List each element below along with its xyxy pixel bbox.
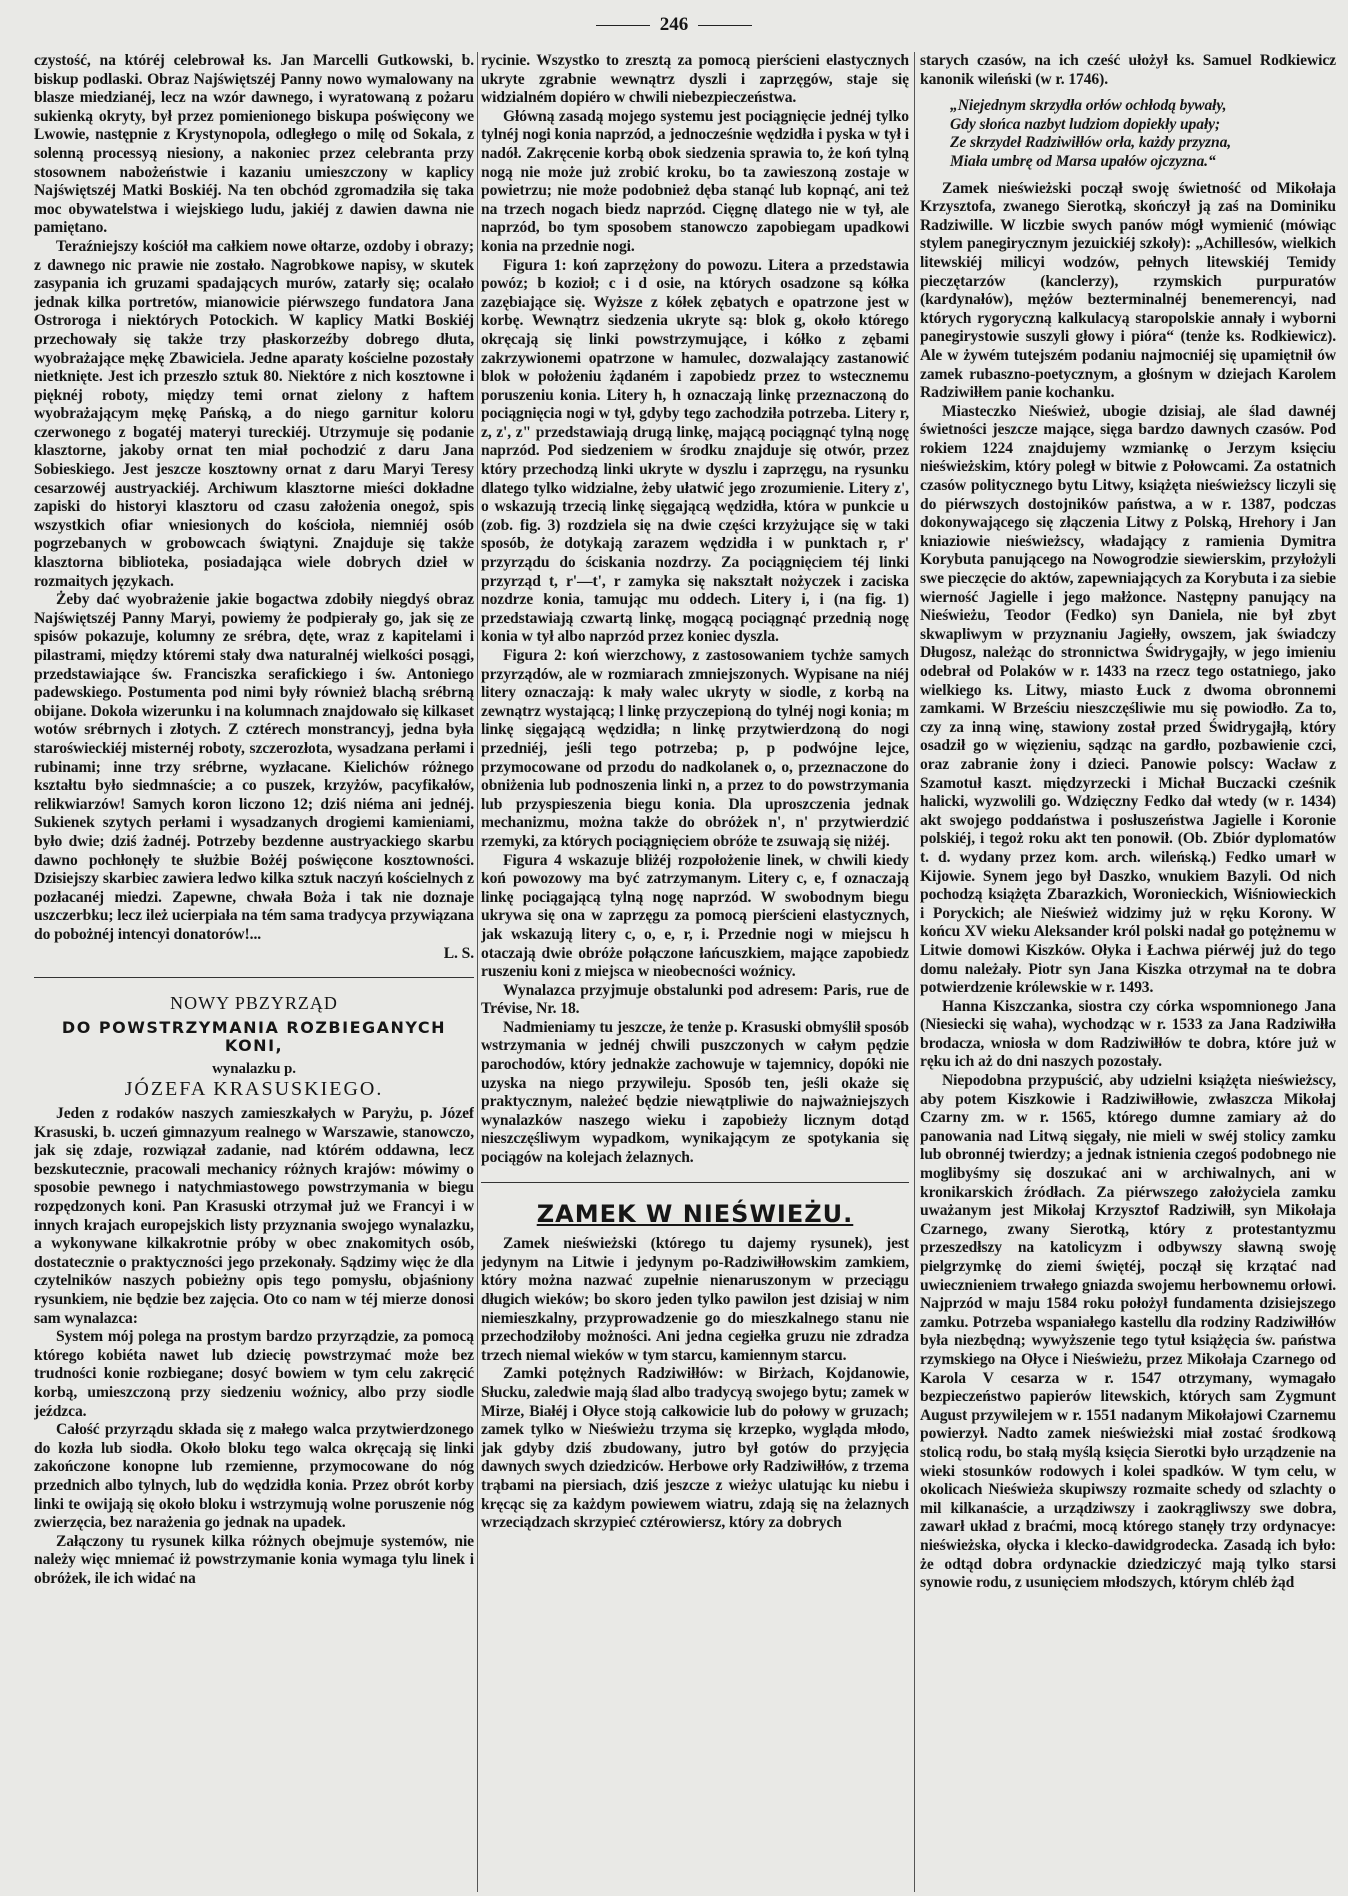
- paragraph: Zamek nieświeżski począł swoję świetność od Mikołaja Krzysztofa, zwanego Sierotką, skończył ją zaś na Dominiku Radziwille. W liczbie swych panów mógł wymienić (mówiąc stylem panegirycznym jezuickiéj szkoły): „Achillesów, wielkich litewskiéj milicyi wodzów, pełnych litewskiéj Temidy pieczętarzów (kanclerzy), rzymskich purpuratów (kardynałów), mężów bezterminalnéj benemerencyi, nad których rygoryczną kalkulacyą staropolskie annały i wyborni panegirystowie suszyli głowy i pióra“ (tenże ks. Rodkiewicz). Ale w żywém tutejszém podaniu najmocniéj się upamiętnił ów zamek rubaszno-poetycznym, a głośnym w dziejach Karolem Radziwiłłem panie kochanku.: [920, 179, 1336, 402]
- column-divider: [477, 52, 478, 1892]
- paragraph: czystość, na któréj celebrował ks. Jan Marcelli Gutkowski, b. biskup podlaski. Obraz Najświętszéj Panny nowo wymalowany na blasze miedzianéj, lecz na wzór dawnego, i wyratowaną z pożaru sukienką okryty, był przez pomienionego biskupa poświęcony we Lwowie, następnie z Krystynopola, odległego o milę od Sokala, z solenną processyą niesiony, a nakoniec przez celebranta przy stosownem nabożeństwie i kazaniu umieszczony w kaplicy Najświętszéj Matki Boskiéj. Na ten obchód zgromadziła się taka moc obywatelstwa i wiejskiego ludu, jakiéj z dawien dawna nie pamiętano.: [34, 52, 474, 237]
- paragraph: Figura 2: koń wierzchowy, z zastosowaniem tychże samych przyrządów, ale w rozmiarach zmniejszonych. Wypisane na niéj litery oznaczają: k mały walec ukryty w siodle, z korbą na zewnątrz wystającą; l linkę przyczepioną do tylnéj nogi konia; m linkę sięgającą wędzidła; n linkę przytwierdzoną do nogi przedniéj, jeśli tego potrzeba; p, p podwójne lejce, przymocowane od przodu do nadkolanek o, o, przeznaczone do obniżenia lub podnoszenia linki n, a przez to do powstrzymania lub przyspieszenia biegu konia. Dla uproszczenia jednak mechanizmu, można także do obróżek n', n' przytwierdzić rzemyki, za których pociągnięciem obróże te zsuwają się niżéj.: [481, 647, 909, 850]
- column-1: [34, 52, 474, 1892]
- poem-line: Ze skrzydeł Radziwiłłów orła, każdy przyzna,: [950, 134, 1232, 152]
- paragraph: Figura 1: koń zaprzężony do powozu. Litera a przedstawia powóz; b kozioł; c i d osie, na których osadzone są kółka zazębiające się. Wyższe z kółek zębatych e opatrzone jest w korbę. Wewnątrz siedzenia ukryte są: blok g, około którego okręcają się linki powstrzymujące, i kółko z zębami zakrzywionemi opatrzone w hamulec, dozwalający zastanowić blok w położeniu żądaném i zapobiedz przez to wstecznemu poruszeniu konia. Litery h, h oznaczają linkę przeznaczoną do pociągnięcia nogi w tył, gdyby tego zachodziła potrzeba. Litery r, z, z', z" przedstawiają drugą linkę, mającą pociągnąć tylną nogę naprzód. Pod siedzeniem w środku znajduje się otwór, przez który przechodzą linki ukryte w dyszlu i zaprzęgu, na rysunku dlatego tylko widzialne, żeby ułatwić jego zrozumienie. Litery z', o wskazują trzecią linkę sięgającą wędzidła, która w punkcie u (zob. fig. 3) rozdziela się na dwie części krzyżujące się w taki sposób, że dotykają zarazem wędzidła i w punktach r, r' przyrządu do ściskania nozdrzy. Za pociągnięciem téj linki przyrząd t, r'—t', r zamyka się nakształt nożyczek i zaciska nozdrze konia, tamując mu oddech. Litery i, i (na fig. 1) przedstawiają czwartą linkę, mogącą pociągnąć przednią nogę konia w tył albo naprzód przez koniec dyszla.: [481, 256, 909, 646]
- page-number: [0, 14, 1348, 36]
- article-title: ZAMEK W NIEŚWIEŻU.: [536, 1199, 854, 1228]
- divider: [596, 25, 650, 26]
- paragraph: Całość przyrządu składa się z małego walca przytwierdzonego do kozła lub siodła. Około bloku tego walca okręcają się linki zakończone konopne lub rzemienne, przymocowane do nóg przednich albo tylnych, lub do wędzidła konia. Przez obrót korby linki te owijają się około bloku i wstrzymują wolne poruszenie nóg zwierzęcia, bez narażenia go jednak na upadek.: [34, 1421, 474, 1532]
- article-title-line2: DO POWSTRZYMANIA ROZBIEGANYCH KONI,: [61, 1017, 447, 1056]
- page-number-text: 246: [659, 14, 689, 35]
- paragraph: Załączony tu rysunek kilka różnych obejmuje systemów, nie należy więc mniemać iż powstrzymanie konia wymaga tylu linek i obróżek, ile ich widać na: [34, 1532, 474, 1587]
- column-3: [920, 52, 1336, 1892]
- paragraph: System mój polega na prostym bardzo przyrządzie, za pomocą którego kobiéta nawet lub dziecię powstrzymać może bez trudności konie rozbiegane; dosyć bowiem w tym celu zakręcić korbą, umieszczoną przy siedzeniu woźnicy, albo przy siodle jeźdzca.: [34, 1328, 474, 1420]
- paragraph: Figura 4 wskazuje bliżéj rozpołożenie linek, w chwili kiedy koń powozowy ma być zatrzymanym. Litery c, e, f oznaczają linkę pociągającą tylną nogę naprzód. W swobodnym biegu ukrywa się ona w zaprzęgu za pomocą pierścieni elastycznych, jak wskazują litery c, o, e, r, i. Przednie nogi w miejscu h otaczają dwie obróże połączone łańcuszkiem, mające zapobiedz ruszeniu koni z miejsca w nieobecności woźnicy.: [481, 851, 909, 981]
- poem-line: Gdy słońca nazbyt ludziom dopiekły upały;: [950, 115, 1221, 133]
- article-separator: [481, 1182, 909, 1183]
- column-2: [481, 52, 909, 1892]
- paragraph: Główną zasadą mojego systemu jest pociągnięcie jednéj tylko tylnéj nogi konia naprzód, a jednocześnie wędzidła i pyska w tył i nadół. Zakręcenie korbą obok siedzenia sprawia to, że koń tylną nogą nie może już zrobić kroku, bo ta zawieszoną zostaje w powietrzu; nie może podobnież dęba stanąć lub kopnąć, ani też na trzech nogach biedz naprzód. Cięgnę dlatego nie w tył, ale naprzód, bo tym sposobem stanowczo zapobiegam upadkowi konia na przednie nogi.: [481, 107, 909, 255]
- paragraph: Zamek nieświeżski (którego tu dajemy rysunek), jest jedynym na Litwie i jedynym po-Radziwiłłowskim zamkiem, który można nazwać zupełnie nienaruszonym w przeciągu długich wieków; bo skoro jeden tylko pawilon jest dzisiaj w nim niemieszkalny, przyprowadzenie go do mieszkalnego stanu nie przechodziłoby możności. Ani jedna cegiełka gruzu nie zdradza trzech niemal wieków w tym starcu, kamiennym starcu.: [481, 1235, 909, 1364]
- poem-line: Miała umbrę od Marsa upałów ojczyzna.“: [950, 152, 1216, 170]
- article-byline: wynalazku p.: [212, 1060, 296, 1077]
- paragraph: starych czasów, na ich cześć ułożył ks. Samuel Rodkiewicz kanonik wileński (w r. 1746).: [920, 52, 1336, 88]
- article-title-line1: NOWY PBZYRZĄD: [170, 993, 338, 1014]
- paragraph: Hanna Kiszczanka, siostra czy córka wspomnionego Jana (Niesiecki się waha), wychodząc w r. 1533 za Jana Radziwiłła brodacza, wniosła w dom Radziwiłłów te dobra, które już w ręku ich aż do dni naszych pozostały.: [920, 997, 1336, 1071]
- article-separator: [34, 977, 474, 978]
- paragraph: Niepodobna przypuścić, aby udzielni książęta nieświeżscy, aby potem Kiszkowie i Radziwiłłowie, zwłaszcza Mikołaj Czarny zm. w r. 1565, którego dumne zamiary aż do panowania nad Litwą sięgały, nie mieli w swéj stolicy zamku lub obronnéj twierdzy; a jednak istnienia czegoś podobnego nie moglibyśmy się doszukać ani w archiwalnych, ani w kronikarskich źródłach. Za piérwszego założyciela zamku uważanym jest Mikołaj Krzysztof Radziwiłł, syn Mikołaja Czarnego, zwany Sierotką, który z protestantyzmu przeszedłszy na katolicyzm i odbywszy sławną swoję pielgrzymkę do ziemi świętéj, począł się krzątać nad uwiecznieniem trwałego gniazda swojemu herbownemu orłowi. Najprzód w maju 1584 roku położył fundamenta dzisiejszego zamku. Potrzeba wspaniałego kastellu dla rodziny Radziwiłłów była niezbędną; wywyższenie tego tytuł książęcia św. państwa rzymskiego na Ołyce i Nieświeżu, przez Mikołaja Czarnego od Karola V cesarza w r. 1547 otrzymany, wymagało bezpieczeństwo papierów litewskich, których sam Zygmunt August przywilejem w r. 1551 nadanym Mikołajowi Czarnemu powierzył. Nadto zamek nieświeżski miał zostać środkową stolicą rodu, bo stałą myślą księcia Sierotki było urządzenie na wieki stosunków rodowych i kolei spadków. W tym celu, w okolicach Nieświeża skupiwszy rozmaite schedy od szlachty o mil kilkanaście, a urządziwszy i zaokrągliwszy swe dobra, zawarł układ z braćmi, mocą którego stanęły trzy ordynacye: nieświeżska, ołycka i klecko-dawidgrodecka. Zasadą ich było: że odtąd dobra ordynackie dziedziczyć mają tylko starsi synowie rodu, z usunięciem młodszych, którym chléb żąd: [920, 1072, 1336, 1592]
- paragraph: Miasteczko Nieśwież, ubogie dzisiaj, ale ślad dawnéj świetności jeszcze mające, sięga bardzo dawnych czasów. Pod rokiem 1224 znajdujemy wzmiankę o Jerzym księciu nieświeżskim, który poległ w bitwie z Połowcami. Za ostatnich czasów politycznego bytu Litwy, książęta nieświeżscy liczyli się do piérwszych dostojników państwa, a w r. 1387, podczas dokonywającego się złączenia Litwy z Polską, Hrehory i Jan kniaziowie nieświeżscy, władający z ramienia Dymitra Korybuta panującego na Nowogrodzie siewierskim, przyłożyli swe pieczęcie do aktów, zapewniających za Korybuta i za siebie wierność Jagielle i jego małżonce. Następny panujący na Nieświeżu, Teodor (Fedko) syn Daniela, nie był zbyt skwapliwym w przyznaniu Jagiełły, owszem, jak świadczy Długosz, należąc do stronnictwa Świdrygajły, w jego imieniu odebrał od Polaków w r. 1433 na rzecz tego ostatniego, jako wielkiego ks. Litwy, miasto Łuck z dwoma obronnemi zamkami. W Brześciu nieszczęśliwie mu się powiodło. Za to, czy za inną winę, stawiony został przed Świdrygajłą, który osadził go w więzieniu, sądząc na gardło, pozbawienie czci, oraz zabranie żony i dzieci. Panowie polscy: Wacław z Szamotuł kaszt. międzyrzecki i Michał Buczacki cześnik halicki, wyzwolili go. Wdzięczny Fedko dał wtedy (w r. 1434) akt swojego poddaństwa i posłuszeństwa Jagielle i Koronie polskiéj, i tegoż roku akt ten ponowił. (Ob. Zbiór dyplomatów t. d. wydany przez kom. arch. wileńską.) Fedko umarł w Kijowie. Synem jego był Daszko, wnukiem Bazyli. Od nich pochodzą książęta Zbarazkich, Woronieckich, Wiśniowieckich i Poryckich; ale Nieśwież widzimy już w ręku Korony. W końcu XV wieku Aleksander król polski nadał go potężnemu w Litwie domowi Kiszków. Ołyka i Łachwa piérwéj już do tego domu należały. Piotr syn Jana Kiszka otrzymał na te dobra potwierdzenie królewskie w r. 1493.: [920, 402, 1336, 997]
- paragraph: Nadmieniamy tu jeszcze, że tenże p. Krasuski obmyślił sposób wstrzymania w jednéj chwili puszczonych w całym pędzie parochodów, który jednakże zachowuje w tajemnicy, dopóki nie uzyska na niego przywileju. Sposób ten, jeśli okaże się praktycznym, należeć będzie niewątpliwie do najważniejszych wynalazków naszego wieku i zapobieży licznym dotąd nieszczęśliwym wypadkom, wynikającym ze spotykania się pociągów na kolejach żelaznych.: [481, 1018, 909, 1167]
- column-divider: [914, 52, 915, 1892]
- paragraph: Żeby dać wyobrażenie jakie bogactwa zdobiły niegdyś obraz Najświętszéj Panny Maryi, powiemy że podpierały go, jak się ze spisów pokazuje, kolumny ze srébra, dęte, wraz z kapitelami i pilastrami, między któremi stały dwa naturalnéj wielkości posągi, przedstawiające św. Franciszka serafickiego i św. Antoniego padewskiego. Postumenta pod nimi były również blachą srébrną obijane. Dokoła wizerunku i na kolumnach znajdowało się kilkaset wotów srébrnych i złotych. Z cztérech monstrancyj, jedna była staroświeckiéj misternéj roboty, szczerozłota, wysadzana perłami i rubinami; inne trzy srébrne, wyzłacane. Kielichów różnego kształtu było siedmnaście; a co puszek, krzyżów, pacyfikałów, relikwiarzów! Samych koron liczono 12; dziś niéma ani jednéj. Sukienek szytych perłami i wysadzanych drogiemi kamieniami, było dwie; dziś żadnéj. Potrzeby bezdenne austryackiego skarbu dawno pochłonęły te służbie Bożéj poświęcone kosztowności. Dzisiejszy skarbiec zawiera ledwo kilka sztuk naczyń kościelnych z pozłacanéj miedzi. Zapewne, chwała Boża i tak nie doznaje uszczerbku; lecz ileż ucierpiała na tém sama tradycya przywiązana do pobożnéj intencyi donatorów!...: [34, 591, 474, 943]
- article-author: JÓZEFA KRASUSKIEGO.: [124, 1078, 384, 1101]
- paragraph: Jeden z rodaków naszych zamieszkałych w Paryżu, p. Józef Krasuski, b. uczeń gimnazyum realnego w Warszawie, stanowczo, jak się zdaje, rozwiązał zadanie, nad którém oddawna, lecz bezskutecznie, pracowali mechanicy różnych krajów: mówimy o sposobie pewnego i natychmiastowego powstrzymania w biegu rozpędzonych koni. Pan Krasuski otrzymał już we Francyi i w innych krajach europejskich listy przyznania swojego wynalazku, a wykonywane kilkakrotnie próby w obec znakomitych osób, dostatecznie o praktyczności jego przekonały. Sądzimy więc że dla czytelników naszych pobieżny opis tego pomysłu, objaśniony rysunkiem, nie będzie bez zajęcia. Oto co nam w téj mierze donosi sam wynalazca:: [34, 1105, 474, 1327]
- author-signature: L. S.: [443, 944, 474, 962]
- poem: [950, 97, 1336, 171]
- paragraph: Teraźniejszy kościół ma całkiem nowe ołtarze, ozdoby i obrazy; z dawnego nic prawie nie zostało. Nagrobkowe napisy, w skutek zasypania ich gruzami spadających murów, zatarły się; ocalało jednak kilka portretów, mianowicie piérwszego fundatora Jana Ostroroga i niektórych Potockich. W kaplicy Matki Boskiéj przechowały się także trzy płaskorzeźby dobrego dłuta, wyobrażające mękę Zbawiciela. Jedne aparaty kościelne pozostały nietknięte. Jest ich przeszło sztuk 80. Niektóre z nich kosztowne i pięknéj roboty, między temi ornat zielony z haftem wyobrażającym mękę Pańską, a do niego garnitur koloru czerwonego z bogatéj materyi tureckiéj. Utrzymuje się podanie klasztorne, jakoby ornat ten miał pochodzić z daru Jana Sobieskiego. Jest jeszcze kosztowny ornat z daru Maryi Teresy cesarzowéj austryackiéj. Archiwum klasztorne mieści dokładne zapiski do historyi klasztoru od czasu założenia onegoż, spis wszystkich ofiar wniesionych do kościoła, niemniéj osób pogrzebanych w grobowcach świątyni. Znajduje się także klasztorna biblioteka, posiadająca wiele dobrych dzieł w rozmaitych językach.: [34, 237, 474, 590]
- poem-line: „Niejednym skrzydła orłów ochłodą bywały,: [950, 97, 1227, 115]
- divider: [698, 25, 752, 26]
- paragraph: Wynalazca przyjmuje obstalunki pod adresem: Paris, rue de Trévise, Nr. 18.: [481, 981, 909, 1018]
- paragraph: Zamki potężnych Radziwiłłów: w Birżach, Kojdanowie, Słucku, zaledwie mają ślad albo tradycyą swojego bytu; zamek w Mirze, Białéj i Ołyce stoją całkowicie lub do połowy w gruzach; zamek tylko w Nieświeżu trzyma się krzepko, wygląda młodo, jak gdyby dziś zbudowany, jutro był gotów do przyjęcia dawnych swych dziedziców. Herbowe orły Radziwiłłów, z trzema trąbami na piersiach, dziś jeszcze z wieżyc ulatując ku niebu i kręcąc się za każdym powiewem wiatru, zdają się na żelaznych wrzeciądzach skrzypieć cztérowiersz, który za dobrych: [481, 1365, 909, 1532]
- paragraph: rycinie. Wszystko to zresztą za pomocą pierścieni elastycznych ukryte zgrabnie wewnątrz dyszli i zaprzęgów, staje się widzialném dopiéro w chwili niebezpieczeństwa.: [481, 52, 909, 107]
